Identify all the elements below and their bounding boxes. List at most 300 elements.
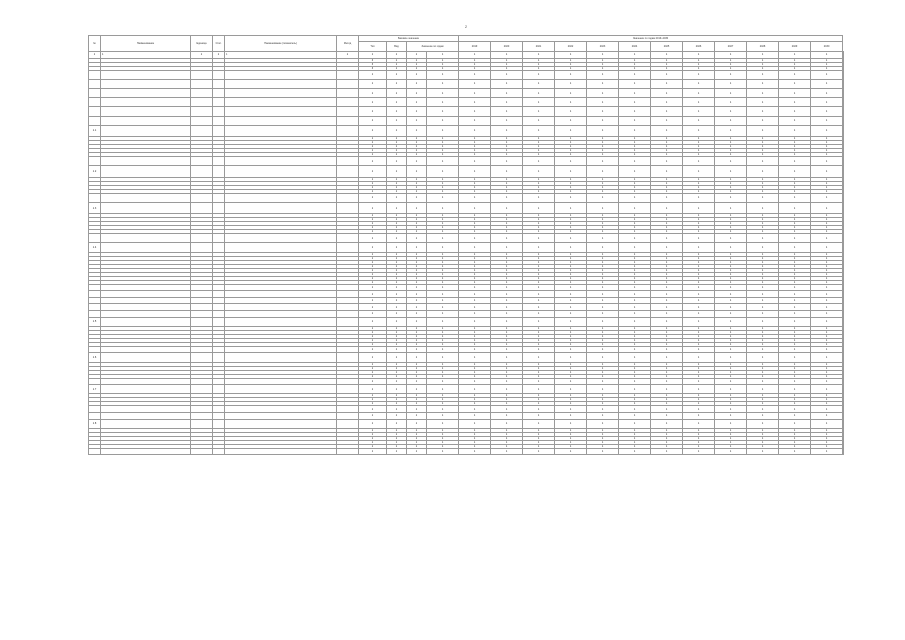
row-value-cell: 1 (523, 88, 555, 97)
row-value-cell: 1 (715, 268, 747, 272)
row-value-cell (843, 79, 844, 88)
row-value-cell: 1 (555, 338, 587, 342)
row-value-cell: 1 (387, 378, 407, 385)
row-value-cell: 1 (619, 436, 651, 440)
row-method (337, 234, 359, 243)
row-code (89, 412, 101, 419)
row-value-cell: 1 (523, 153, 555, 157)
row-value-cell: 1 (555, 222, 587, 226)
row-value-cell: 1 (387, 58, 407, 62)
row-value-cell: 1 (555, 264, 587, 268)
row-value-cell: 1 (491, 218, 523, 222)
row-value-cell: 1 (715, 353, 747, 362)
row-value-cell: 1 (387, 52, 407, 59)
row-value-cell: 1 (491, 280, 523, 284)
row-value-cell: 1 (387, 141, 407, 145)
row-value-cell: 1 (427, 145, 459, 149)
row-value-cell: 1 (715, 291, 747, 298)
row-value-cell: 1 (491, 268, 523, 272)
row-value-cell: 1 (587, 378, 619, 385)
row-value-cell: 1 (459, 440, 491, 444)
row-value-cell: 1 (387, 125, 407, 136)
row-value-cell: 1 (459, 394, 491, 398)
row-name (101, 202, 191, 213)
row-value-cell: 1 (359, 153, 387, 157)
row-value-cell: 1 (359, 338, 387, 342)
row-value-cell: 1 (359, 243, 387, 252)
row-value-cell: 1 (407, 432, 427, 436)
row-name (101, 107, 191, 116)
row-value-cell: 1 (779, 79, 811, 88)
row-value-cell: 1 (619, 284, 651, 291)
row-value-cell: 1 (587, 58, 619, 62)
row-method (337, 116, 359, 125)
row-value-cell: 1 (491, 260, 523, 264)
row-value-cell: 1 (651, 436, 683, 440)
row-value-cell: 1 (523, 326, 555, 330)
row-value-cell: 1 (359, 284, 387, 291)
row-value-cell: 1 (587, 297, 619, 304)
row-value-cell: 1 (587, 272, 619, 276)
row-value-cell: 1 (715, 149, 747, 153)
row-unit (191, 107, 213, 116)
row-value-cell: 1 (619, 448, 651, 455)
row-value-cell: 1 (619, 402, 651, 406)
row-value-cell: 1 (407, 276, 427, 280)
row-value-cell (843, 311, 844, 318)
row-value-cell: 1 (407, 268, 427, 272)
row-value-cell: 1 (427, 98, 459, 107)
row-value-cell: 1 (587, 243, 619, 252)
row-value-cell: 1 (359, 378, 387, 385)
row-value-cell: 1 (491, 256, 523, 260)
row-value-cell: 1 (359, 116, 387, 125)
row-stat (213, 412, 225, 419)
row-value-cell: 1 (651, 141, 683, 145)
row-name (101, 297, 191, 304)
row-unit (191, 157, 213, 166)
row-value-cell: 1 (407, 125, 427, 136)
row-value-cell: 1 (747, 304, 779, 311)
row-name (101, 125, 191, 136)
row-value-cell: 1 (651, 406, 683, 413)
row-value-cell: 1 (359, 280, 387, 284)
row-value-cell: 1 (359, 330, 387, 334)
row-value-cell: 1 (407, 185, 427, 189)
row-value-cell: 1 (811, 66, 843, 70)
row-indicator-description (225, 88, 337, 97)
row-method (337, 157, 359, 166)
row-value-cell: 1 (651, 338, 683, 342)
row-value-cell: 1 (523, 378, 555, 385)
row-value-cell: 1 (459, 280, 491, 284)
row-name (101, 291, 191, 298)
row-value-cell: 1 (619, 145, 651, 149)
row-name (101, 385, 191, 394)
row-value-cell: 1 (779, 444, 811, 448)
row-value-cell: 1 (491, 125, 523, 136)
row-value-cell: 1 (587, 222, 619, 226)
row-value-cell: 1 (523, 234, 555, 243)
row-value-cell: 1 (427, 398, 459, 402)
row-value-cell: 1 (555, 448, 587, 455)
row-value-cell: 1 (523, 330, 555, 334)
row-value-cell: 1 (427, 412, 459, 419)
row-value-cell: 1 (387, 260, 407, 264)
row-value-cell: 1 (715, 440, 747, 444)
row-value-cell: 1 (683, 280, 715, 284)
row-indicator-description (225, 291, 337, 298)
row-value-cell: 1 (683, 402, 715, 406)
row-value-cell: 1 (715, 116, 747, 125)
row-value-cell: 1 (683, 185, 715, 189)
row-value-cell: 1 (359, 428, 387, 432)
row-value-cell: 1 (359, 448, 387, 455)
row-value-cell: 1 (459, 326, 491, 330)
row-value-cell: 1 (779, 370, 811, 374)
row-value-cell: 1 (651, 276, 683, 280)
row-value-cell: 1 (779, 412, 811, 419)
row-value-cell: 1 (779, 181, 811, 185)
row-value-cell: 1 (387, 62, 407, 66)
row-value-cell: 1 (407, 444, 427, 448)
row-code (89, 234, 101, 243)
row-value-cell: 1 (459, 137, 491, 141)
row-value-cell: 1 (491, 297, 523, 304)
row-value-cell: 1 (619, 252, 651, 256)
row-value-cell: 1 (387, 181, 407, 185)
row-unit (191, 353, 213, 362)
row-value-cell: 1 (523, 304, 555, 311)
row-value-cell (843, 317, 844, 326)
row-value-cell: 1 (555, 153, 587, 157)
row-value-cell: 1 (387, 366, 407, 370)
row-value-cell: 1 (407, 374, 427, 378)
row-value-cell: 1 (811, 149, 843, 153)
col-method-header: Метод (337, 36, 359, 52)
row-value-cell: 1 (523, 346, 555, 353)
row-value-cell: 1 (407, 88, 427, 97)
row-value-cell: 1 (491, 153, 523, 157)
row-value-cell: 1 (359, 252, 387, 256)
row-code (89, 284, 101, 291)
row-value-cell: 1 (779, 385, 811, 394)
row-value-cell: 1 (587, 362, 619, 366)
row-value-cell: 1 (683, 234, 715, 243)
row-value-cell: 1 (587, 385, 619, 394)
row-code: 1.5 (89, 317, 101, 326)
row-value-cell: 1 (359, 218, 387, 222)
row-stat (213, 107, 225, 116)
row-value-cell: 1 (811, 291, 843, 298)
row-value-cell: 1 (427, 280, 459, 284)
row-value-cell: 1 (359, 406, 387, 413)
row-value-cell: 1 (651, 378, 683, 385)
row-value-cell (843, 406, 844, 413)
row-indicator-description (225, 419, 337, 428)
row-value-cell: 1 (427, 125, 459, 136)
row-value-cell: 1 (491, 264, 523, 268)
table-header (89, 36, 844, 52)
row-value-cell: 1 (715, 214, 747, 218)
row-value-cell: 1 (619, 181, 651, 185)
row-value-cell: 1 (747, 385, 779, 394)
row-indicator-description (225, 70, 337, 79)
row-value-cell: 1 (387, 394, 407, 398)
row-value-cell: 1 (747, 280, 779, 284)
row-method (337, 88, 359, 97)
row-value-cell: 1 (715, 79, 747, 88)
row-value-cell: 1 (747, 189, 779, 193)
row-value-cell: 1 (619, 166, 651, 177)
row-value-cell: 1 (407, 394, 427, 398)
row-value-cell: 1 (587, 346, 619, 353)
row-value-cell: 1 (747, 317, 779, 326)
row-value-cell: 1 (491, 385, 523, 394)
row-value-cell: 1 (811, 406, 843, 413)
row-value-cell: 1 (459, 177, 491, 181)
row-value-cell: 1 (715, 311, 747, 318)
row-value-cell: 1 (779, 214, 811, 218)
row-value-cell: 1 (747, 58, 779, 62)
row-value-cell: 1 (651, 234, 683, 243)
row-value-cell: 1 (407, 297, 427, 304)
row-value-cell: 1 (359, 402, 387, 406)
row-value-cell: 1 (407, 419, 427, 428)
row-value-cell: 1 (587, 276, 619, 280)
row-value-cell: 1 (427, 264, 459, 268)
row-indicator-description (225, 378, 337, 385)
row-value-cell: 1 (459, 52, 491, 59)
row-value-cell: 1 (459, 125, 491, 136)
row-value-cell: 1 (747, 402, 779, 406)
row-value-cell: 1 (491, 272, 523, 276)
row-value-cell: 1 (407, 378, 427, 385)
row-value-cell: 1 (491, 107, 523, 116)
row-value-cell: 1 (811, 311, 843, 318)
row-value-cell: 1 (747, 448, 779, 455)
row-value-cell: 1 (779, 436, 811, 440)
row-value-cell: 1 (811, 145, 843, 149)
row-value-cell: 1 (523, 177, 555, 181)
row-value-cell: 1 (359, 234, 387, 243)
row-value-cell: 1 (811, 88, 843, 97)
row-value-cell: 1 (555, 234, 587, 243)
row-stat (213, 116, 225, 125)
row-stat (213, 284, 225, 291)
row-value-cell: 1 (779, 378, 811, 385)
row-value-cell: 1 (491, 52, 523, 59)
row-value-cell: 1 (683, 440, 715, 444)
row-value-cell: 1 (779, 304, 811, 311)
row-stat (213, 378, 225, 385)
row-value-cell: 1 (555, 149, 587, 153)
row-value-cell: 1 (459, 66, 491, 70)
row-value-cell: 1 (683, 79, 715, 88)
row-unit (191, 234, 213, 243)
row-value-cell: 1 (427, 330, 459, 334)
row-value-cell: 1 (387, 338, 407, 342)
row-value-cell: 1 (387, 440, 407, 444)
row-value-cell: 1 (555, 394, 587, 398)
row-value-cell: 1 (747, 374, 779, 378)
row-code (89, 311, 101, 318)
row-unit (191, 317, 213, 326)
row-value-cell: 1 (619, 330, 651, 334)
row-value-cell (843, 291, 844, 298)
row-value-cell: 1 (811, 374, 843, 378)
row-value-cell: 1 (459, 432, 491, 436)
row-method (337, 412, 359, 419)
row-value-cell: 1 (427, 304, 459, 311)
row-value-cell: 1 (651, 346, 683, 353)
row-value-cell: 1 (747, 311, 779, 318)
row-value-cell: 1 (407, 272, 427, 276)
row-value-cell: 1 (555, 334, 587, 338)
row-value-cell: 1 (359, 366, 387, 370)
row-value-cell: 1 (619, 276, 651, 280)
row-value-cell: 1 (407, 181, 427, 185)
row-value-cell: 1 (459, 378, 491, 385)
row-value-cell: 1 (747, 272, 779, 276)
row-value-cell: 1 (387, 280, 407, 284)
row-value-cell: 1 (747, 346, 779, 353)
row-value-cell: 1 (523, 252, 555, 256)
row-stat (213, 79, 225, 88)
row-value-cell: 1 (683, 58, 715, 62)
row-value-cell: 1 (555, 107, 587, 116)
row-value-cell: 1 (651, 374, 683, 378)
row-value-cell: 1 (555, 268, 587, 272)
row-value-cell: 1 (555, 141, 587, 145)
row-value-cell: 1 (811, 177, 843, 181)
row-value-cell: 1 (683, 264, 715, 268)
row-value-cell: 1 (651, 370, 683, 374)
row-value-cell (843, 419, 844, 428)
row-stat (213, 157, 225, 166)
row-value-cell: 1 (747, 66, 779, 70)
row-value-cell: 1 (683, 70, 715, 79)
row-value-cell: 1 (811, 338, 843, 342)
row-value-cell: 1 (747, 444, 779, 448)
row-value-cell: 1 (407, 98, 427, 107)
row-value-cell: 1 (407, 214, 427, 218)
row-value-cell: 1 (387, 79, 407, 88)
row-value-cell: 1 (555, 402, 587, 406)
row-value-cell: 1 (779, 342, 811, 346)
row-value-cell: 1 (491, 98, 523, 107)
year-header: 2023 (587, 42, 619, 52)
row-indicator-description (225, 79, 337, 88)
col-indicator-header: Наименование (показатель) (225, 36, 337, 52)
row-value-cell: 1 (555, 284, 587, 291)
row-value-cell: 1 (811, 346, 843, 353)
row-value-cell: 1 (747, 398, 779, 402)
row-value-cell: 1 (459, 317, 491, 326)
row-value-cell: 1 (779, 52, 811, 59)
row-value-cell: 1 (715, 448, 747, 455)
row-value-cell: 1 (587, 218, 619, 222)
row-value-cell: 1 (407, 280, 427, 284)
row-value-cell: 1 (587, 234, 619, 243)
row-value-cell: 1 (523, 107, 555, 116)
row-value-cell: 1 (427, 137, 459, 141)
row-value-cell: 1 (715, 181, 747, 185)
row-value-cell: 1 (587, 268, 619, 272)
year-header: 2025 (651, 42, 683, 52)
row-value-cell: 1 (491, 58, 523, 62)
row-value-cell: 1 (747, 326, 779, 330)
row-value-cell: 1 (619, 222, 651, 226)
row-value-cell: 1 (387, 252, 407, 256)
row-value-cell: 1 (651, 149, 683, 153)
row-value-cell: 1 (407, 346, 427, 353)
row-value-cell: 1 (387, 234, 407, 243)
row-value-cell: 1 (619, 88, 651, 97)
row-value-cell: 1 (587, 342, 619, 346)
row-value-cell (843, 52, 844, 59)
row-value-cell: 1 (651, 98, 683, 107)
row-value-cell: 1 (523, 214, 555, 218)
row-value-cell: 1 (715, 234, 747, 243)
row-value-cell: 1 (427, 268, 459, 272)
row-code (89, 448, 101, 455)
row-value-cell (843, 166, 844, 177)
table-row (89, 98, 844, 107)
row-value-cell: 1 (683, 304, 715, 311)
row-value-cell: 1 (407, 362, 427, 366)
row-value-cell: 1 (587, 145, 619, 149)
row-value-cell: 1 (407, 402, 427, 406)
row-value-cell: 1 (491, 284, 523, 291)
row-value-cell: 1 (407, 149, 427, 153)
row-value-cell: 1 (587, 291, 619, 298)
row-value-cell: 1 (407, 448, 427, 455)
row-value-cell: 1 (747, 432, 779, 436)
row-value-cell: 1 (587, 70, 619, 79)
row-value-cell: 1 (811, 280, 843, 284)
row-value-cell: 1 (491, 346, 523, 353)
row-value-cell: 1 (683, 181, 715, 185)
row-code (89, 406, 101, 413)
row-value-cell: 1 (387, 291, 407, 298)
year-header: 2020 (491, 42, 523, 52)
row-value-cell: 1 (459, 374, 491, 378)
row-value-cell: 1 (587, 353, 619, 362)
row-value-cell: 1 (747, 137, 779, 141)
row-value-cell: 1 (555, 317, 587, 326)
row-value-cell: 1 (651, 362, 683, 366)
row-method (337, 202, 359, 213)
row-value-cell: 1 (651, 116, 683, 125)
row-value-cell (843, 234, 844, 243)
row-value-cell: 1 (619, 326, 651, 330)
table-row (89, 116, 844, 125)
row-value-cell: 1 (491, 428, 523, 432)
row-value-cell: 1 (359, 70, 387, 79)
row-value-cell: 1 (359, 440, 387, 444)
row-value-cell: 1 (779, 406, 811, 413)
row-value-cell: 1 (459, 276, 491, 280)
row-name (101, 353, 191, 362)
row-code: 1.3 (89, 202, 101, 213)
row-value-cell: 1 (491, 230, 523, 234)
row-value-cell: 1 (587, 330, 619, 334)
row-value-cell: 1 (359, 362, 387, 366)
row-value-cell: 1 (427, 149, 459, 153)
row-value-cell: 1 (459, 370, 491, 374)
row-value-cell: 1 (651, 157, 683, 166)
